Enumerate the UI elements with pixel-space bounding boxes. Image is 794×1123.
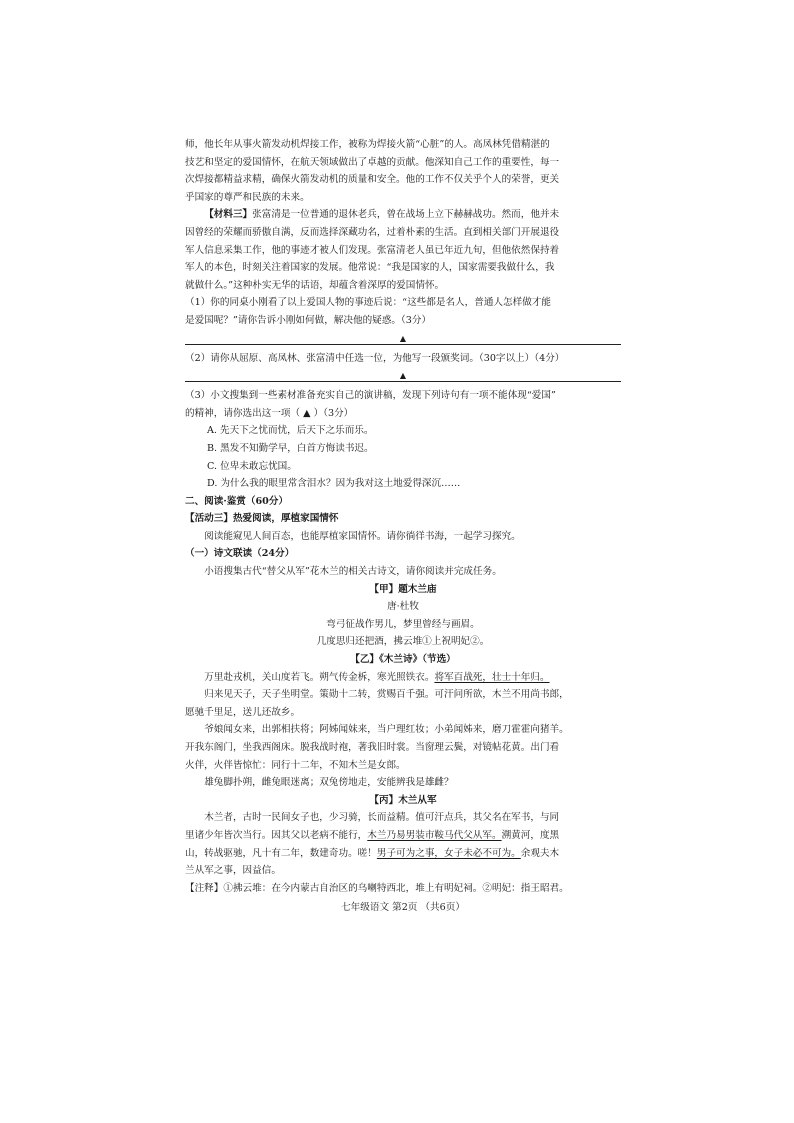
- poem-yi-para-4: 雄兔脚扑朔，雌兔眼迷离；双兔傍地走，安能辨我是雄雌？: [204, 777, 454, 789]
- text-line: （1）你的同桌小刚看了以上爱国人物的事迹后说：“这些都是名人，普通人怎样做才能: [185, 297, 551, 309]
- text-line: 山，转战驱驰，凡十有二年，数建奇功。嗟！: [185, 847, 377, 859]
- activity-heading: 【活动三】热爱阅读，厚植家国情怀: [185, 513, 339, 525]
- section-heading: 二、阅读·鉴赏（60分）: [185, 495, 289, 507]
- answer-marker: ▲: [399, 371, 407, 381]
- prose-bing-line: [185, 845, 621, 863]
- prose-bing-line: 兰从军之事，因益信。: [185, 865, 281, 877]
- text-line: 次焊接都精益求精，确保火箭发动机的质量和安全。他的工作不仅关乎个人的荣誉，更关: [185, 174, 560, 186]
- text-line: 里诸少年皆次当行。因其父以老病不能行，: [185, 829, 368, 841]
- prose-bing-line: 木兰者，古时一民间女子也，少习骑，长而益精。值可汗点兵，其父名在军书，与同: [204, 812, 560, 824]
- text-line: （3）小文搜集到一些素材准备充实自己的演讲稿，发现下列诗句有一项不能体现“爱国”: [185, 390, 556, 402]
- prose-bing-line: [185, 827, 621, 845]
- text-line: 爷娘闻女来，出郭相扶将；阿姊闻妹来，当户理红妆；小弟闻姊来，磨刀霍霍向猪羊。: [204, 724, 569, 736]
- text-line: 归来见天子，天子坐明堂。策勋十二转，赏赐百千强。可汗问所欲，木兰不用尚书郎，: [204, 689, 569, 701]
- poem-line: 几度思归还把酒，拂云堆①上祝明妃②。: [316, 636, 490, 648]
- text-line: 愿驰千里足，送儿还故乡。: [185, 706, 301, 718]
- underlined-sentence: 木兰乃易男装市鞍马代父从军。: [367, 829, 502, 841]
- poem-yi-para-3: [185, 721, 621, 739]
- underlined-sentence: 将军百战死，壮士十年归。: [434, 671, 550, 683]
- option-d[interactable]: D. 为什么我的眼里常含泪水？因为我对这土地爱得深沉……: [207, 478, 461, 490]
- poem-yi-title: 【乙】《木兰诗》（节选）: [350, 654, 456, 666]
- poem-jia-title: 【甲】题木兰庙: [369, 583, 437, 595]
- material3-label: 【材料三】: [204, 209, 253, 221]
- poem-jia-author: 唐·杜牧: [387, 601, 419, 613]
- text-line: （2）请你从屈原、高凤林、张富清中任选一位，为他写一段颁奖词。（30字以上）（4分）: [185, 352, 565, 364]
- option-b[interactable]: B. 黑发不知勤学早，白首方悔读书迟。: [207, 442, 374, 454]
- answer-line-q1[interactable]: [185, 331, 621, 345]
- text-line: 技艺和坚定的爱国情怀，在航天领域做出了卓越的贡献。他深知自己工作的重要性，每一: [185, 156, 560, 168]
- option-c[interactable]: C. 位卑未敢忘忧国。: [207, 460, 297, 472]
- text-line: 万里赴戎机，关山度若飞。朔气传金柝，寒光照铁衣。: [204, 671, 435, 683]
- text-line: 余观夫木: [520, 847, 560, 859]
- text-line: 的精神，请你选出这一项（ ▲ ）（3分）: [185, 407, 354, 419]
- part-intro: 小语搜集古代“替父从军”花木兰的相关古诗文，请你阅读并完成任务。: [204, 566, 502, 578]
- poem-yi-para-2: [185, 686, 621, 704]
- text-line: 溯黄河，度黑: [501, 829, 560, 841]
- poem-line: 弯弓征战作男儿，梦里曾经与画眉。: [326, 618, 480, 630]
- answer-line-q2[interactable]: [185, 368, 621, 382]
- question-2: [185, 350, 621, 368]
- annotation-note: 【注释】①拂云堆：在今内蒙古自治区的乌喇特西北，堆上有明妃祠。②明妃：指王昭君。: [185, 882, 569, 894]
- text-line: 军人的本色，时刻关注着国家的发展。他常说：“我是国家的人，国家需要我做什么，我: [185, 262, 555, 274]
- text-line: 军人信息采集工作，他的事迹才被人们发现。张富清老人虽已年近九旬，但他依然保持着: [185, 244, 560, 256]
- option-a[interactable]: A. 先天下之忧而忧，后天下之乐而乐。: [207, 425, 374, 437]
- text-line: 因曾经的荣耀而骄傲自满，反而选择深藏功名，过着朴素的生活。直到相关部门开展退役: [185, 226, 560, 238]
- text-line: 张富清是一位普通的退休老兵，曾在战场上立下赫赫战功。然而，他并未: [252, 209, 560, 221]
- question-1: [185, 294, 621, 329]
- underlined-sentence: 男子可为之事，女子未必不可为。: [376, 847, 521, 859]
- material3: [185, 206, 621, 294]
- prose-bing-title: 【丙】木兰从军: [369, 794, 437, 806]
- page-footer: 七年级语文 第2页 （共6页）: [341, 902, 465, 914]
- text-line: 就做什么。”这种朴实无华的话语，却蕴含着深厚的爱国情怀。: [185, 279, 445, 291]
- activity-intro: 阅读能窥见人间百态，也能厚植家国情怀。请你徜徉书海，一起学习探究。: [204, 530, 521, 542]
- text-line: 师，他长年从事火箭发动机焊接工作，被称为焊接火箭“心脏”的人。高凤林凭借精湛的: [185, 139, 550, 150]
- text-line: 乎国家的尊严和民族的未来。: [185, 191, 310, 203]
- poem-yi-para-1: [185, 669, 621, 687]
- exam-page: [185, 136, 621, 917]
- question-3: [185, 387, 621, 422]
- text-line: 火伴，火伴皆惊忙：同行十二年，不知木兰是女郎。: [185, 759, 406, 771]
- text-line: 开我东阁门，坐我西阁床。脱我战时袍，著我旧时裳。当窗理云鬓，对镜帖花黄。出门看: [185, 742, 560, 753]
- answer-marker: ▲: [399, 333, 407, 343]
- text-line: 是爱国呢？”请你告诉小刚如何做，解决他的疑惑。（3分）: [185, 314, 432, 326]
- part-heading: （一）诗文联读（24分）: [185, 548, 295, 560]
- material2-tail: [185, 136, 621, 206]
